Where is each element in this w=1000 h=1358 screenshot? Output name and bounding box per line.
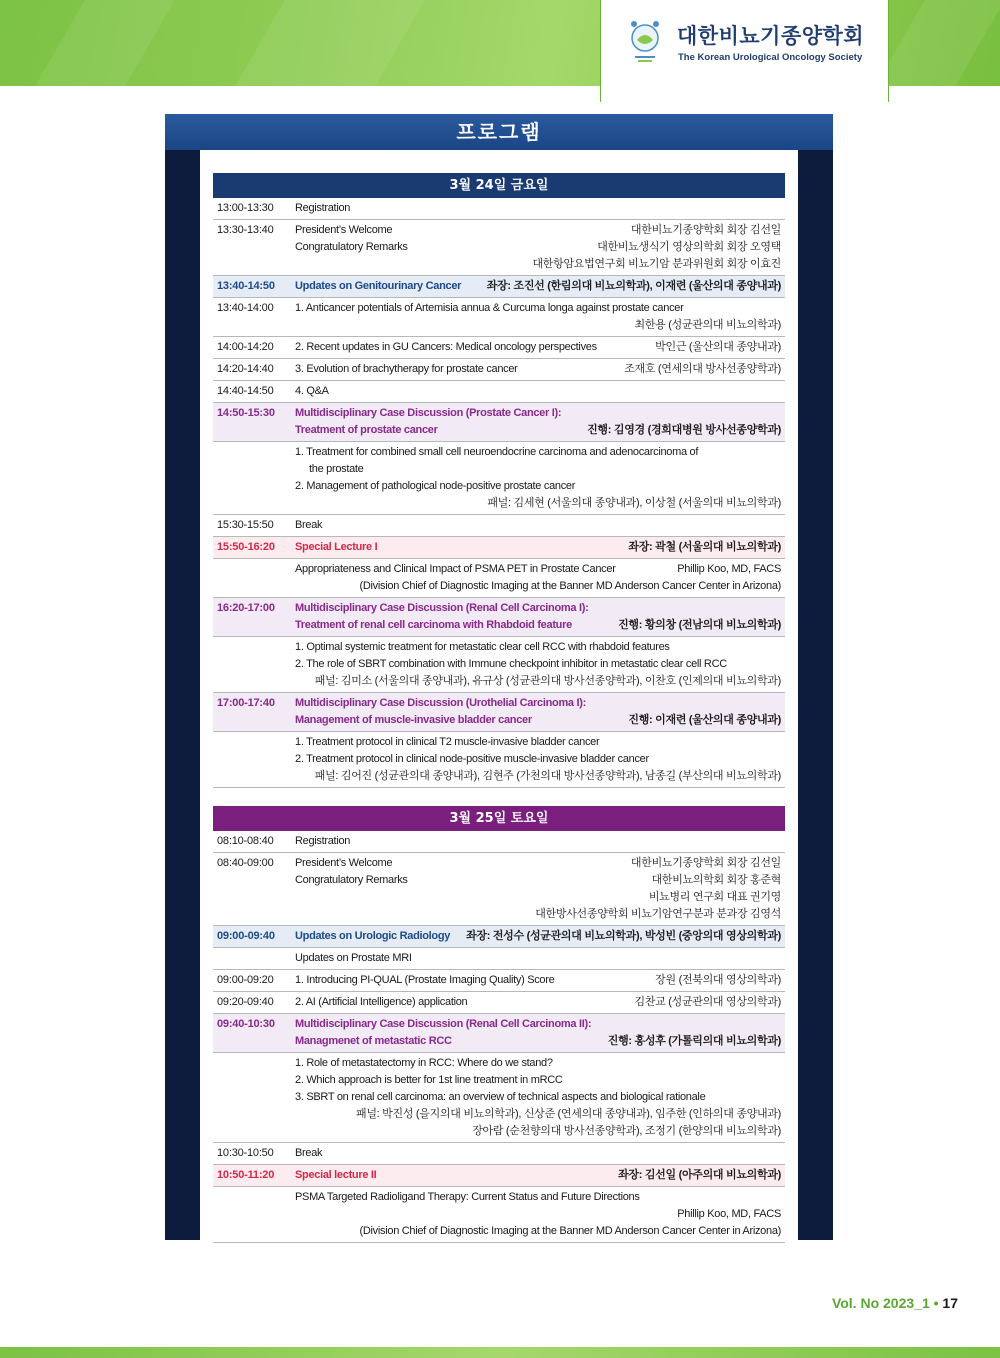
schedule-row <box>213 992 785 1014</box>
session-content <box>291 1165 785 1186</box>
schedule-row <box>213 198 785 220</box>
session-time <box>213 1053 291 1142</box>
day-heading-friday: 3월 24일 금요일 <box>213 173 785 198</box>
session-text: Managmenet of metastatic RCC <box>295 1035 452 1047</box>
session-speaker: 조재호 (연세의대 방사선종양학과) <box>624 363 781 375</box>
session-time: 10:50-11:20 <box>217 1169 275 1181</box>
schedule-row <box>213 926 785 948</box>
session-line <box>295 1033 781 1050</box>
session-line <box>295 539 781 556</box>
session-line <box>295 222 781 239</box>
session-content <box>291 732 785 787</box>
society-logo-icon <box>625 16 665 66</box>
session-content <box>291 598 785 636</box>
session-content <box>291 337 785 358</box>
session-speaker: 좌장: 김선일 (아주의대 비뇨의학과) <box>618 1169 781 1181</box>
session-text: Break <box>295 1147 323 1159</box>
session-text: 2. Treatment protocol in clinical node-positive muscle-invasive bladder cancer <box>295 753 649 765</box>
session-line <box>295 317 781 334</box>
session-text: President’s Welcome <box>295 857 393 869</box>
schedule-row <box>213 1053 785 1143</box>
session-text: Congratulatory Remarks <box>295 874 408 886</box>
session-line <box>295 1106 781 1123</box>
schedule-row <box>213 853 785 926</box>
session-time <box>213 732 291 787</box>
session-line <box>295 906 781 923</box>
session-text: Management of muscle-invasive bladder cancer <box>295 714 532 726</box>
session-text: 2. Recent updates in GU Cancers: Medical oncology perspectives <box>295 341 597 353</box>
session-speaker: 대한비뇨의학회 회장 홍준혁 <box>651 874 781 886</box>
session-line <box>295 361 781 378</box>
session-text: 2. The role of SBRT combination with Immune checkpoint inhibitor in metastatic clear cell RCC <box>295 658 727 670</box>
session-time: 15:30-15:50 <box>217 519 274 531</box>
session-speaker: Phillip Koo, MD, FACS <box>677 1208 781 1220</box>
session-text: Special Lecture I <box>295 541 378 553</box>
session-line <box>295 339 781 356</box>
schedule-row <box>213 537 785 559</box>
session-speaker: Phillip Koo, MD, FACS <box>677 563 781 575</box>
session-speaker: 패널: 김세현 (서울의대 종양내과), 이상철 (서울의대 비뇨의학과) <box>487 497 781 509</box>
session-line <box>295 422 781 439</box>
program-title: 프로그램 <box>165 114 833 150</box>
session-text: 1. Treatment protocol in clinical T2 muscle-invasive bladder cancer <box>295 736 600 748</box>
session-content <box>291 1187 785 1242</box>
session-content <box>291 831 785 852</box>
session-line <box>295 855 781 872</box>
session-speaker: 박인근 (울산의대 종양내과) <box>655 341 781 353</box>
session-speaker: 대한비뇨생식기 영상의학회 회장 오영택 <box>597 241 781 253</box>
session-line <box>295 561 781 578</box>
session-speaker: 진행: 홍성후 (가톨릭의대 비뇨의학과) <box>607 1035 781 1047</box>
session-text: the prostate <box>309 463 364 475</box>
schedule-row <box>213 337 785 359</box>
session-speaker: 좌장: 조진선 (한림의대 비뇨의학과), 이재련 (울산의대 종양내과) <box>486 280 781 292</box>
session-text: 1. Introducing PI-QUAL (Prostate Imaging Quality) Score <box>295 974 555 986</box>
schedule-row <box>213 381 785 403</box>
schedule-row <box>213 515 785 537</box>
session-time: 09:00-09:20 <box>217 974 274 986</box>
session-text: Multidisciplinary Case Discussion (Renal Cell Carcinoma II): <box>295 1018 592 1030</box>
session-line <box>295 889 781 906</box>
schedule-row <box>213 1014 785 1053</box>
session-content <box>291 853 785 925</box>
session-content <box>291 381 785 402</box>
session-line <box>295 833 781 850</box>
session-time: 16:20-17:00 <box>217 602 275 614</box>
session-line <box>295 617 781 634</box>
session-speaker: 대한비뇨기종양학회 회장 김선일 <box>630 224 781 236</box>
schedule-row <box>213 442 785 515</box>
session-speaker: 대한비뇨기종양학회 회장 김선일 <box>630 857 781 869</box>
schedule-table-day2 <box>213 831 785 1243</box>
session-content <box>291 1053 785 1142</box>
session-text: 3. Evolution of brachytherapy for prostate cancer <box>295 363 518 375</box>
session-text: Updates on Genitourinary Cancer <box>295 280 462 292</box>
session-content <box>291 442 785 514</box>
session-speaker: 좌장: 곽철 (서울의대 비뇨의학과) <box>628 541 781 553</box>
page-number: 17 <box>942 1295 958 1311</box>
session-line <box>295 1089 781 1106</box>
session-content <box>291 559 785 597</box>
session-line <box>295 656 781 673</box>
session-time: 09:20-09:40 <box>217 996 274 1008</box>
footer-separator: • <box>933 1295 939 1311</box>
session-time: 13:30-13:40 <box>217 224 274 236</box>
session-text: Special lecture II <box>295 1169 377 1181</box>
session-line <box>295 695 781 712</box>
session-text: Registration <box>295 202 351 214</box>
session-content <box>291 359 785 380</box>
session-text: Multidisciplinary Case Discussion (Renal Cell Carcinoma I): <box>295 602 589 614</box>
session-text: PSMA Targeted Radioligand Therapy: Current Status and Future Directions <box>295 1191 640 1203</box>
society-logo-box <box>600 0 889 102</box>
session-text: 1. Anticancer potentials of Artemisia annua & Curcuma longa against prostate cancer <box>295 302 684 314</box>
session-speaker: 좌장: 전성수 (성균관의대 비뇨의학과), 박성빈 (중앙의대 영상의학과) <box>466 930 781 942</box>
session-speaker: 최한용 (성균관의대 비뇨의학과) <box>634 319 781 331</box>
session-line <box>295 751 781 768</box>
session-line <box>295 768 781 785</box>
session-time <box>213 948 291 969</box>
schedule-row <box>213 403 785 442</box>
session-text: Treatment of prostate cancer <box>295 424 438 436</box>
session-text: 3. SBRT on renal cell carcinoma: an overview of technical aspects and biological rationale <box>295 1091 706 1103</box>
society-name-english: The Korean Urological Oncology Society <box>678 52 863 63</box>
session-text: Break <box>295 519 323 531</box>
session-speaker: 패널: 박진성 (을지의대 비뇨의학과), 신상준 (연세의대 종양내과), 임주한 (인하의대 종양내과) <box>356 1108 781 1120</box>
session-text: Registration <box>295 835 351 847</box>
session-time: 17:00-17:40 <box>217 697 275 709</box>
session-line <box>295 1123 781 1140</box>
session-line <box>295 928 781 945</box>
session-line <box>295 495 781 512</box>
schedule-row <box>213 831 785 853</box>
session-line <box>295 478 781 495</box>
session-line <box>295 1016 781 1033</box>
session-content <box>291 637 785 692</box>
session-line <box>295 405 781 422</box>
session-text: 2. AI (Artificial Intelligence) application <box>295 996 468 1008</box>
session-time: 14:20-14:40 <box>217 363 274 375</box>
session-line <box>295 972 781 989</box>
session-time: 08:40-09:00 <box>217 857 274 869</box>
footer-band <box>0 1347 1000 1358</box>
session-line <box>295 712 781 729</box>
session-time: 09:40-10:30 <box>217 1018 275 1030</box>
session-time <box>213 559 291 597</box>
schedule-row <box>213 276 785 298</box>
session-text: Updates on Urologic Radiology <box>295 930 451 942</box>
session-time: 14:00-14:20 <box>217 341 274 353</box>
session-speaker: 장아람 (순천향의대 방사선종양학과), 조정기 (한양의대 비뇨의학과) <box>472 1125 781 1137</box>
schedule-row <box>213 1187 785 1243</box>
session-text: 1. Optimal systemic treatment for metastatic clear cell RCC with rhabdoid features <box>295 641 670 653</box>
session-line <box>295 872 781 889</box>
session-text: Congratulatory Remarks <box>295 241 408 253</box>
session-time: 10:30-10:50 <box>217 1147 274 1159</box>
session-line <box>295 600 781 617</box>
session-line <box>295 1189 781 1206</box>
session-speaker: (Division Chief of Diagnostic Imaging at the Banner MD Anderson Cancer Center in Arizona) <box>359 1225 781 1237</box>
session-line <box>295 994 781 1011</box>
session-text: Multidisciplinary Case Discussion (Urothelial Carcinoma I): <box>295 697 586 709</box>
session-speaker: 패널: 김어진 (성균관의대 종양내과), 김현주 (가천의대 방사선종양학과), 남종길 (부산의대 비뇨의학과) <box>314 770 781 782</box>
schedule-table-day1 <box>213 198 785 788</box>
session-line <box>295 1206 781 1223</box>
schedule-row <box>213 559 785 598</box>
session-content <box>291 1014 785 1052</box>
day-heading-saturday: 3월 25일 토요일 <box>213 806 785 831</box>
session-speaker: 대한항암요법연구회 비뇨기암 분과위원회 회장 이효진 <box>532 258 781 270</box>
session-line <box>295 578 781 595</box>
schedule-row <box>213 598 785 637</box>
schedule-row <box>213 637 785 693</box>
schedule-row <box>213 970 785 992</box>
session-line <box>295 1145 781 1162</box>
session-text: 2. Management of pathological node-positive prostate cancer <box>295 480 576 492</box>
schedule-row <box>213 1165 785 1187</box>
session-text: Multidisciplinary Case Discussion (Prostate Cancer I): <box>295 407 562 419</box>
page-footer <box>832 1295 958 1311</box>
session-content <box>291 298 785 336</box>
session-time: 13:40-14:50 <box>217 280 275 292</box>
session-time: 14:50-15:30 <box>217 407 275 419</box>
session-line <box>295 278 781 295</box>
session-line <box>295 200 781 217</box>
session-content <box>291 948 785 969</box>
session-line <box>295 300 781 317</box>
schedule-row <box>213 1143 785 1165</box>
session-text: 1. Role of metastatectomy in RCC: Where do we stand? <box>295 1057 553 1069</box>
schedule-row <box>213 948 785 970</box>
issue-number: Vol. No 2023_1 <box>831 1295 930 1311</box>
schedule-row <box>213 732 785 788</box>
session-speaker: (Division Chief of Diagnostic Imaging at the Banner MD Anderson Cancer Center in Arizona) <box>359 580 781 592</box>
society-name-korean: 대한비뇨기종양학회 <box>677 24 865 48</box>
session-text: Updates on Prostate MRI <box>295 952 412 964</box>
session-text: Appropriateness and Clinical Impact of PSMA PET in Prostate Cancer <box>295 563 616 575</box>
session-speaker: 김찬교 (성균관의대 영상의학과) <box>634 996 781 1008</box>
session-line <box>295 639 781 656</box>
session-content <box>291 970 785 991</box>
session-line <box>295 950 781 967</box>
session-speaker: 장원 (전북의대 영상의학과) <box>655 974 781 986</box>
session-time <box>213 1187 291 1242</box>
session-line <box>295 1072 781 1089</box>
session-speaker: 진행: 김영경 (경희대병원 방사선종양학과) <box>587 424 781 436</box>
schedule-row <box>213 693 785 732</box>
schedule-row <box>213 359 785 381</box>
session-content <box>291 198 785 219</box>
session-line <box>295 1167 781 1184</box>
session-time <box>213 442 291 514</box>
session-text: 4. Q&A <box>295 385 329 397</box>
session-speaker: 비뇨병리 연구회 대표 권기영 <box>648 891 781 903</box>
session-line <box>295 1223 781 1240</box>
session-line <box>295 444 781 461</box>
session-line <box>295 734 781 751</box>
session-content <box>291 515 785 536</box>
session-text: Treatment of renal cell carcinoma with Rhabdoid feature <box>295 619 572 631</box>
session-content <box>291 1143 785 1164</box>
session-time: 09:00-09:40 <box>217 930 275 942</box>
session-time: 08:10-08:40 <box>217 835 274 847</box>
session-time <box>213 637 291 692</box>
schedule-row <box>213 220 785 276</box>
session-content <box>291 926 785 947</box>
session-text: President’s Welcome <box>295 224 393 236</box>
session-content <box>291 220 785 275</box>
session-line <box>295 1055 781 1072</box>
session-content <box>291 992 785 1013</box>
session-time: 13:40-14:00 <box>217 302 274 314</box>
session-time: 15:50-16:20 <box>217 541 275 553</box>
session-text: 1. Treatment for combined small cell neuroendocrine carcinoma and adenocarcinoma of <box>295 446 699 458</box>
session-time: 14:40-14:50 <box>217 385 274 397</box>
session-text: 2. Which approach is better for 1st line treatment in mRCC <box>295 1074 563 1086</box>
session-content <box>291 403 785 441</box>
session-speaker: 진행: 이재련 (울산의대 종양내과) <box>628 714 781 726</box>
schedule-row <box>213 298 785 337</box>
session-speaker: 패널: 김미소 (서울의대 종양내과), 유규상 (성균관의대 방사선종양학과), 이찬호 (인제의대 비뇨의학과) <box>314 675 781 687</box>
session-speaker: 대한방사선종양학회 비뇨기암연구분과 분과장 김영석 <box>535 908 781 920</box>
session-line <box>295 256 781 273</box>
session-line <box>295 461 781 478</box>
session-content <box>291 276 785 297</box>
session-time: 13:00-13:30 <box>217 202 274 214</box>
session-speaker: 진행: 황의창 (전남의대 비뇨의학과) <box>618 619 781 631</box>
session-content <box>291 537 785 558</box>
session-content <box>291 693 785 731</box>
session-line <box>295 673 781 690</box>
session-line <box>295 383 781 400</box>
session-line <box>295 239 781 256</box>
session-line <box>295 517 781 534</box>
